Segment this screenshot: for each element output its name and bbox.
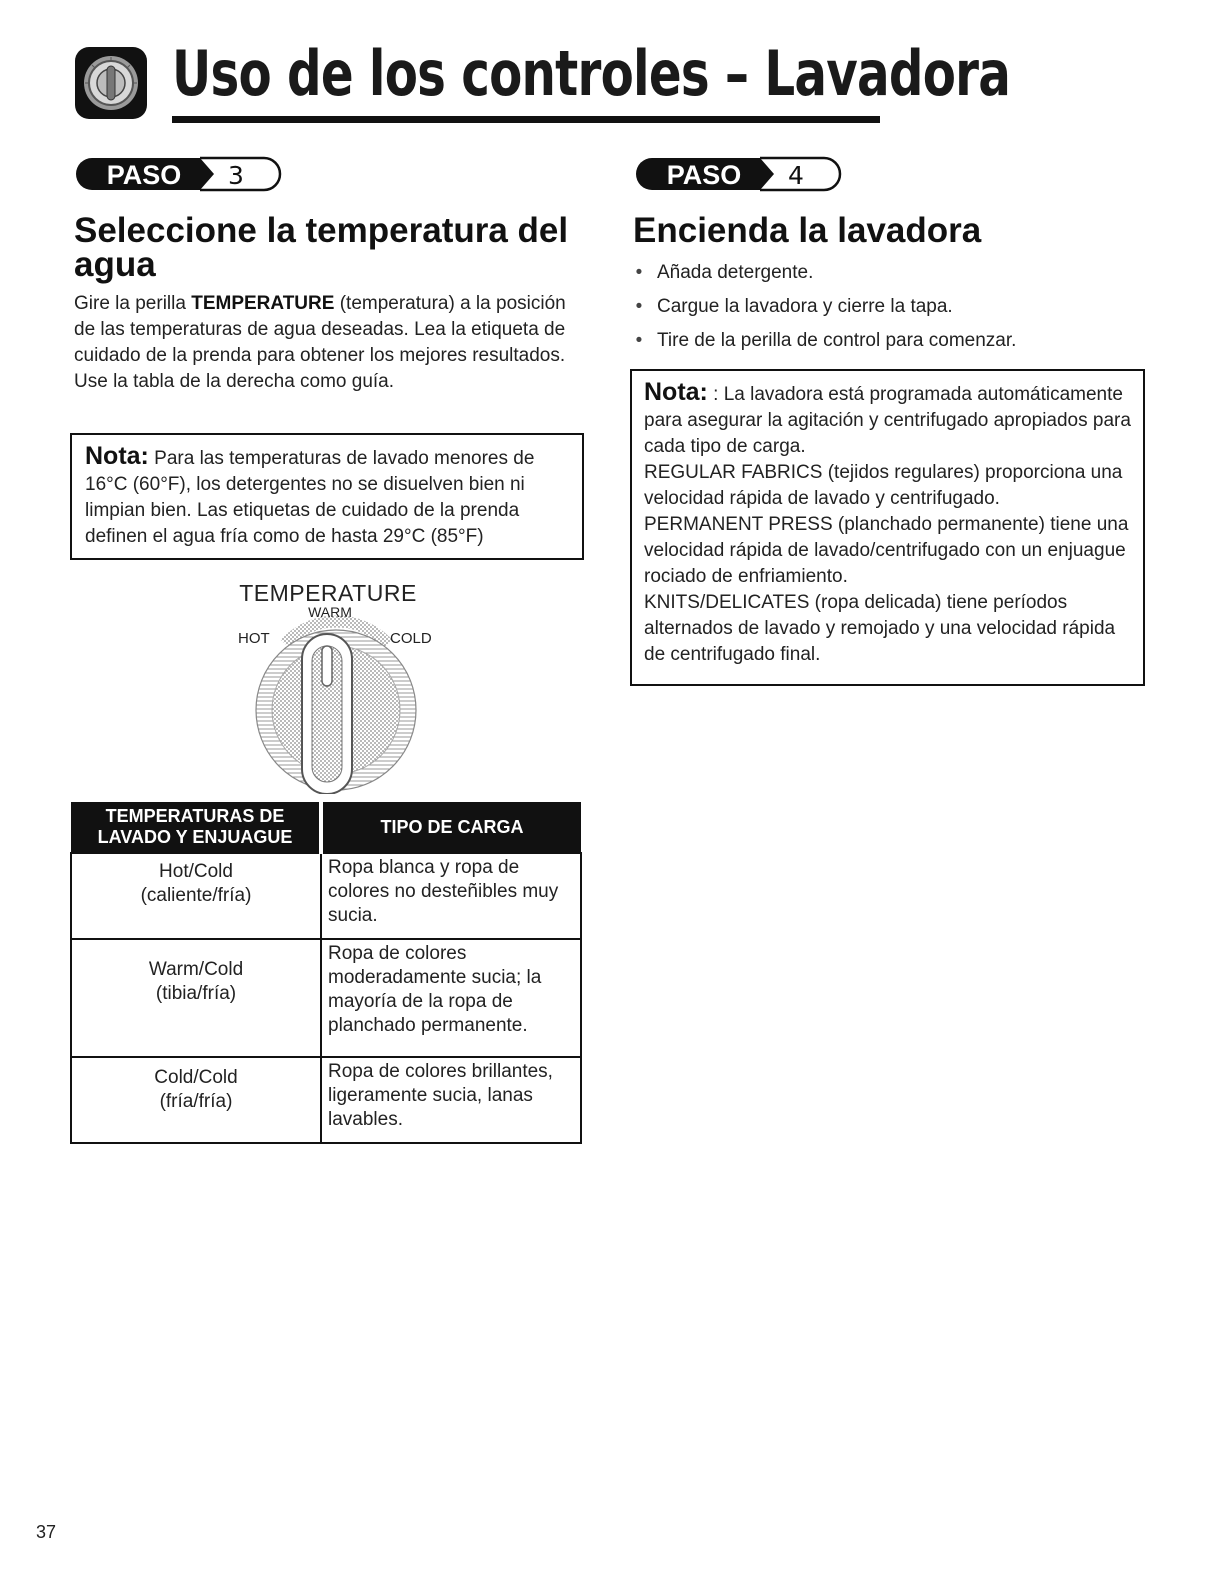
list-item: • Añada detergente.	[635, 262, 814, 283]
step-3-label: PASO	[106, 160, 182, 190]
load-type: Ropa de colores moderadamente sucia; la mayoría de la ropa de planchado permanente.	[321, 939, 581, 1057]
step-4-badge	[632, 156, 842, 192]
dial-warm-label: WARM	[308, 604, 352, 620]
note-text: Para las temperaturas de lavado menores de 16°C (60°F), los detergentes no se disuelven bien ni limpian bien. Las etiquetas de cuidado de la prenda definen el agua fría como de hasta 29°C (85°F)	[85, 448, 535, 547]
list-item: • Tire de la perilla de control para comenzar.	[635, 330, 1017, 351]
dial-title: TEMPERATURE	[239, 580, 417, 606]
temperature-table	[70, 802, 582, 1144]
page-number: 37	[36, 1522, 57, 1542]
load-type: Ropa blanca y ropa de colores no desteñibles muy sucia.	[321, 853, 581, 939]
note-text: REGULAR FABRICS (tejidos regulares) proporciona una velocidad rápida de lavado y centrifugado.	[644, 462, 1123, 509]
title-underline	[172, 116, 880, 123]
step-4-bullets	[633, 260, 1133, 362]
note-text: : La lavadora está programada automáticamente para asegurar la agitación y centrifugado apropiados para cada tipo de carga.	[644, 384, 1131, 457]
temp-setting: Cold/Cold	[154, 1067, 238, 1088]
note-text: KNITS/DELICATES (ropa delicada) tiene períodos alternados de lavado y remojado y una velocidad rápida de centrifugado final.	[644, 592, 1116, 665]
temp-setting: Warm/Cold	[148, 959, 244, 980]
load-type: Ropa de colores brillantes, ligeramente sucia, lanas lavables.	[321, 1057, 581, 1143]
page-title: Uso de los controles – Lavadora	[172, 37, 1011, 110]
step-3-number: 3	[228, 161, 244, 190]
note-label: Nota:	[85, 442, 149, 470]
temp-setting-es: (tibia/fría)	[155, 983, 237, 1004]
table-header-load-type: TIPO DE CARGA	[321, 802, 581, 853]
step-3-body: Gire la perilla TEMPERATURE (temperatura) a la posición de las temperaturas de agua deseadas. Lea la etiqueta de cuidado de la prenda para obtener los mejores resultados. Use la tabla de la derecha como guía.	[74, 293, 566, 392]
step-4-label: PASO	[666, 160, 742, 190]
table-header-temperature: TEMPERATURAS DE LAVADO Y ENJUAGUE	[71, 802, 321, 853]
note-text: PERMANENT PRESS (planchado permanente) tiene una velocidad rápida de lavado/centrifugado con un enjuague rociado de enfriamiento.	[644, 514, 1129, 587]
dial-hot-label: HOT	[238, 630, 270, 647]
step-3-badge	[72, 156, 282, 192]
step-3-heading: Seleccione la temperatura del agua	[74, 211, 569, 284]
temp-setting-es: (fría/fría)	[159, 1091, 233, 1112]
washer-dial-icon	[74, 46, 148, 120]
step-4-heading: Encienda la lavadora	[633, 211, 982, 250]
step-4-number: 4	[788, 161, 804, 190]
dial-cold-label: COLD	[390, 630, 432, 647]
table-row	[71, 853, 581, 939]
step-4-note	[630, 369, 1145, 686]
table-row	[71, 939, 581, 1057]
list-item: • Cargue la lavadora y cierre la tapa.	[635, 296, 953, 317]
temp-setting: Hot/Cold	[159, 861, 233, 882]
note-label: Nota:	[644, 378, 708, 406]
table-row	[71, 1057, 581, 1143]
temp-setting-es: (caliente/fría)	[140, 885, 252, 906]
step-3-note	[70, 433, 584, 560]
